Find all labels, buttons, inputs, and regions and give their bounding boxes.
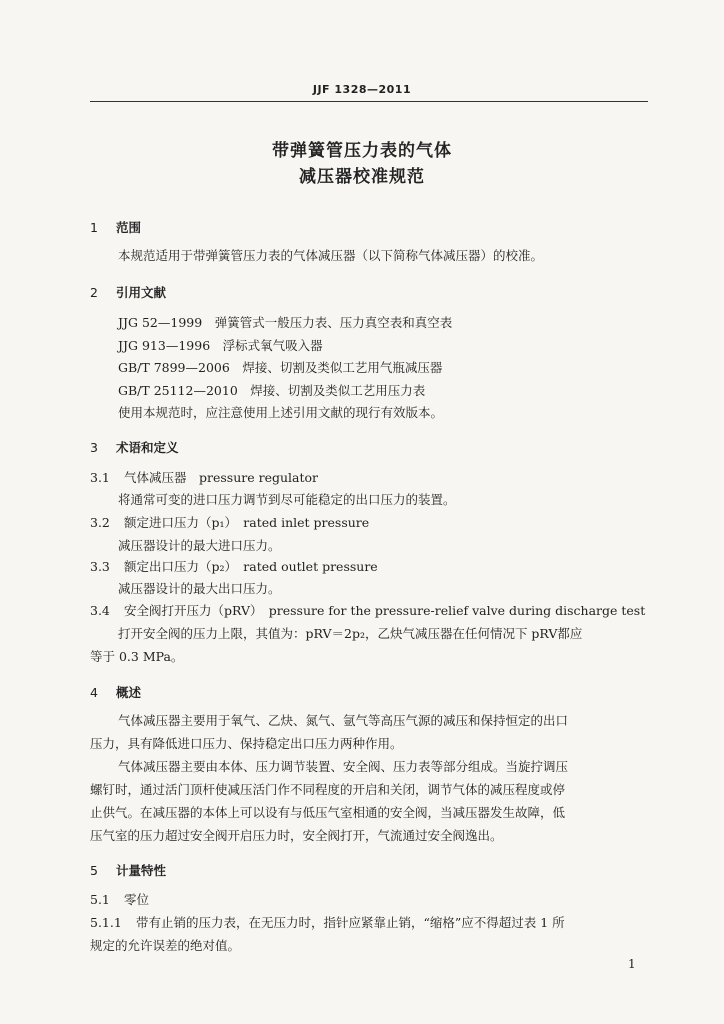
- reference-item: JJG 52—1999 弹簧管式一般压力表、压力真空表和真空表: [118, 315, 453, 330]
- section-number: 5: [90, 863, 98, 878]
- header-rule: [90, 101, 648, 102]
- section-1-heading: [90, 218, 141, 236]
- overview-para-1-line-1: 气体减压器主要用于氧气、乙炔、氮气、氩气等高压气源的减压和保持恒定的出口: [118, 713, 569, 728]
- clause-number: 5.1.1: [90, 915, 122, 930]
- term-3-3-definition: 减压器设计的最大出口压力。: [118, 581, 281, 596]
- clause-5-1-1-line-2: 规定的允许误差的绝对值。: [90, 938, 241, 953]
- section-title: 概述: [116, 685, 142, 700]
- subsection-5-1: [90, 894, 149, 907]
- overview-para-2-line-1: 气体减压器主要由本体、压力调节装置、安全阀、压力表等部分组成。当旋拧调压: [118, 759, 569, 774]
- term-name: 额定出口压力（p₂） rated outlet pressure: [124, 559, 378, 574]
- title-line-2: 减压器校准规范: [299, 167, 425, 187]
- section-2-heading: [90, 283, 166, 301]
- section-1-text: 本规范适用于带弹簧管压力表的气体减压器（以下简称气体减压器）的校准。: [118, 248, 544, 263]
- clause-5-1-1-line-1: [90, 917, 565, 930]
- term-3-1-definition: 将通常可变的进口压力调节到尽可能稳定的出口压力的装置。: [118, 492, 456, 507]
- term-3-4-definition-line-1: 打开安全阀的压力上限，其值为：pRV＝2p₂，乙炔气减压器在任何情况下 pRV都应: [118, 626, 583, 641]
- section-title: 计量特性: [116, 863, 167, 878]
- term-3-2: [90, 517, 369, 530]
- term-name: 气体减压器 pressure regulator: [124, 470, 319, 485]
- clause-text: 带有止销的压力表，在无压力时，指针应紧靠止销，“缩格”应不得超过表 1 所: [136, 915, 565, 930]
- term-3-4-definition-line-2: 等于 0.3 MPa。: [90, 649, 184, 664]
- overview-para-1-line-2: 压力，具有降低进口压力、保持稳定出口压力两种作用。: [90, 736, 403, 751]
- term-3-4: [90, 605, 645, 618]
- title-line-1: 带弹簧管压力表的气体: [272, 141, 452, 161]
- term-number: 3.2: [90, 515, 110, 530]
- reference-item: GB/T 25112—2010 焊接、切割及类似工艺用压力表: [118, 383, 426, 398]
- section-4-heading: [90, 683, 141, 701]
- section-number: 1: [90, 220, 98, 235]
- section-title: 术语和定义: [116, 440, 179, 455]
- term-number: 3.4: [90, 603, 110, 618]
- term-number: 3.1: [90, 470, 110, 485]
- overview-para-2-line-3: 止供气。在减压器的本体上可以设有与低压气室相通的安全阀，当减压器发生故障，低: [90, 805, 566, 820]
- term-name: 安全阀打开压力（pRV） pressure for the pressure-relief valve during discharge test: [124, 603, 646, 618]
- term-3-1: [90, 472, 318, 485]
- reference-item: JJG 913—1996 浮标式氧气吸入器: [118, 338, 323, 353]
- term-number: 3.3: [90, 559, 110, 574]
- term-name: 额定进口压力（p₁） rated inlet pressure: [124, 515, 370, 530]
- section-5-heading: [90, 861, 166, 879]
- reference-item: GB/T 7899—2006 焊接、切割及类似工艺用气瓶减压器: [118, 360, 443, 375]
- page-number: 1: [628, 957, 636, 971]
- section-number: 2: [90, 285, 98, 300]
- section-title: 引用文献: [116, 285, 167, 300]
- term-3-3: [90, 561, 378, 574]
- section-3-heading: [90, 438, 179, 456]
- section-number: 4: [90, 685, 98, 700]
- standard-code: JJF 1328—2011: [312, 83, 412, 96]
- term-3-2-definition: 减压器设计的最大进口压力。: [118, 538, 281, 553]
- section-number: 3: [90, 440, 98, 455]
- subsection-title: 零位: [124, 892, 150, 907]
- subsection-number: 5.1: [90, 892, 110, 907]
- overview-para-2-line-4: 压气室的压力超过安全阀开启压力时，安全阀打开，气流通过安全阀逸出。: [90, 828, 503, 843]
- overview-para-2-line-2: 螺钉时，通过活门顶杆使减压活门作不同程度的开启和关闭，调节气体的减压程度或停: [90, 782, 566, 797]
- reference-note: 使用本规范时，应注意使用上述引用文献的现行有效版本。: [118, 405, 444, 420]
- section-title: 范围: [116, 220, 142, 235]
